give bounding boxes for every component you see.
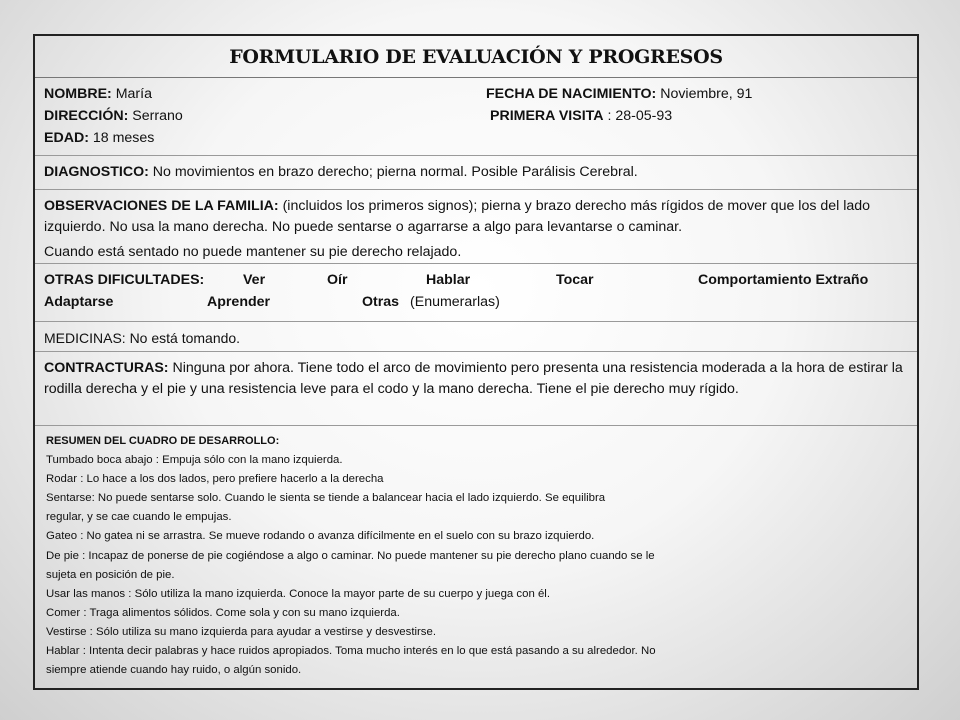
direccion-field: DIRECCIÓN: Serrano <box>44 108 183 124</box>
resumen-section <box>35 426 917 688</box>
resumen-line: Usar las manos : Sólo utiliza la mano izquierda. Conoce la mayor parte de su cuerpo y juega con él. <box>46 587 550 600</box>
observaciones-section <box>35 190 917 264</box>
dificultades-section <box>35 264 917 322</box>
nacimiento-field: FECHA DE NACIMIENTO: Noviembre, 91 <box>486 86 753 102</box>
medicinas-text: MEDICINAS: No está tomando. <box>44 330 241 346</box>
dificultad-oir: Oír <box>327 272 348 288</box>
identity-section <box>35 78 917 156</box>
dificultades-label: OTRAS DIFICULTADES: <box>44 272 205 288</box>
resumen-line: Hablar : Intenta decir palabras y hace ruidos apropiados. Toma mucho interés en lo que está pasando a su alrededor. No <box>46 645 656 658</box>
primera-visita-field: PRIMERA VISITA : 28-05-93 <box>490 108 673 124</box>
resumen-line: Comer : Traga alimentos sólidos. Come sola y con su mano izquierda. <box>46 606 400 619</box>
resumen-heading: RESUMEN DEL CUADRO DE DESARROLLO: <box>46 435 280 447</box>
resumen-line: Sentarse: No puede sentarse solo. Cuando le sienta se tiende a balancear hacia el lado izquierdo. Se equilibra <box>46 492 606 505</box>
resumen-line: Vestirse : Sólo utiliza su mano izquierda para ayudar a vestirse y desvestirse. <box>46 625 437 638</box>
evaluation-form <box>33 34 919 690</box>
resumen-line: siempre atiende cuando hay ruido, o algún sonido. <box>46 664 302 677</box>
form-title: FORMULARIO DE EVALUACIÓN Y PROGRESOS <box>229 45 723 68</box>
resumen-line: sujeta en posición de pie. <box>46 568 175 581</box>
resumen-line: Rodar : Lo hace a los dos lados, pero prefiere hacerlo a la derecha <box>46 473 384 486</box>
dificultad-otras: Otras <box>362 294 400 310</box>
otras-note: (Enumerarlas) <box>410 294 500 310</box>
contracturas-section: CONTRACTURAS: Ninguna por ahora. Tiene todo el arco de movimiento pero presenta una resistencia moderada a la hora de estirar la rodilla derecha y el pie y una resistencia leve para el codo y la mano derecha. Tiene el pie derecho muy rígido. <box>35 352 917 426</box>
resumen-line: Tumbado boca abajo : Empuja sólo con la mano izquierda. <box>46 454 343 467</box>
observaciones-text: OBSERVACIONES DE LA FAMILIA: (incluidos los primeros signos); pierna y brazo derecho más rígidos de mover que los del lado izquierdo. No usa la mano derecha. No puede sentarse o agarrarse a algo para levantarse o caminar. <box>44 198 871 235</box>
resumen-line: regular, y se cae cuando le empujas. <box>46 511 232 524</box>
dificultad-aprender: Aprender <box>207 294 271 310</box>
resumen-line: De pie : Incapaz de ponerse de pie cogiéndose a algo o caminar. No puede mantener su pie derecho plano cuando se le <box>46 549 655 562</box>
edad-field: EDAD: 18 meses <box>44 130 155 146</box>
medicinas-section <box>35 322 917 352</box>
dificultad-adaptarse: Adaptarse <box>44 294 114 310</box>
observaciones-text-2: Cuando está sentado no puede mantener su pie derecho relajado. <box>44 244 462 260</box>
dificultad-ver: Ver <box>243 272 266 288</box>
resumen-line: Gateo : No gatea ni se arrastra. Se mueve rodando o avanza difícilmente en el suelo con su brazo izquierdo. <box>46 530 595 543</box>
dificultad-comportamiento: Comportamiento Extraño <box>698 272 869 288</box>
dificultad-hablar: Hablar <box>426 272 471 288</box>
diagnostico-section: DIAGNOSTICO: No movimientos en brazo derecho; pierna normal. Posible Parálisis Cerebral. <box>35 156 917 190</box>
nombre-field: NOMBRE: María <box>44 86 152 102</box>
form-header <box>35 36 917 78</box>
dificultad-tocar: Tocar <box>556 272 594 288</box>
